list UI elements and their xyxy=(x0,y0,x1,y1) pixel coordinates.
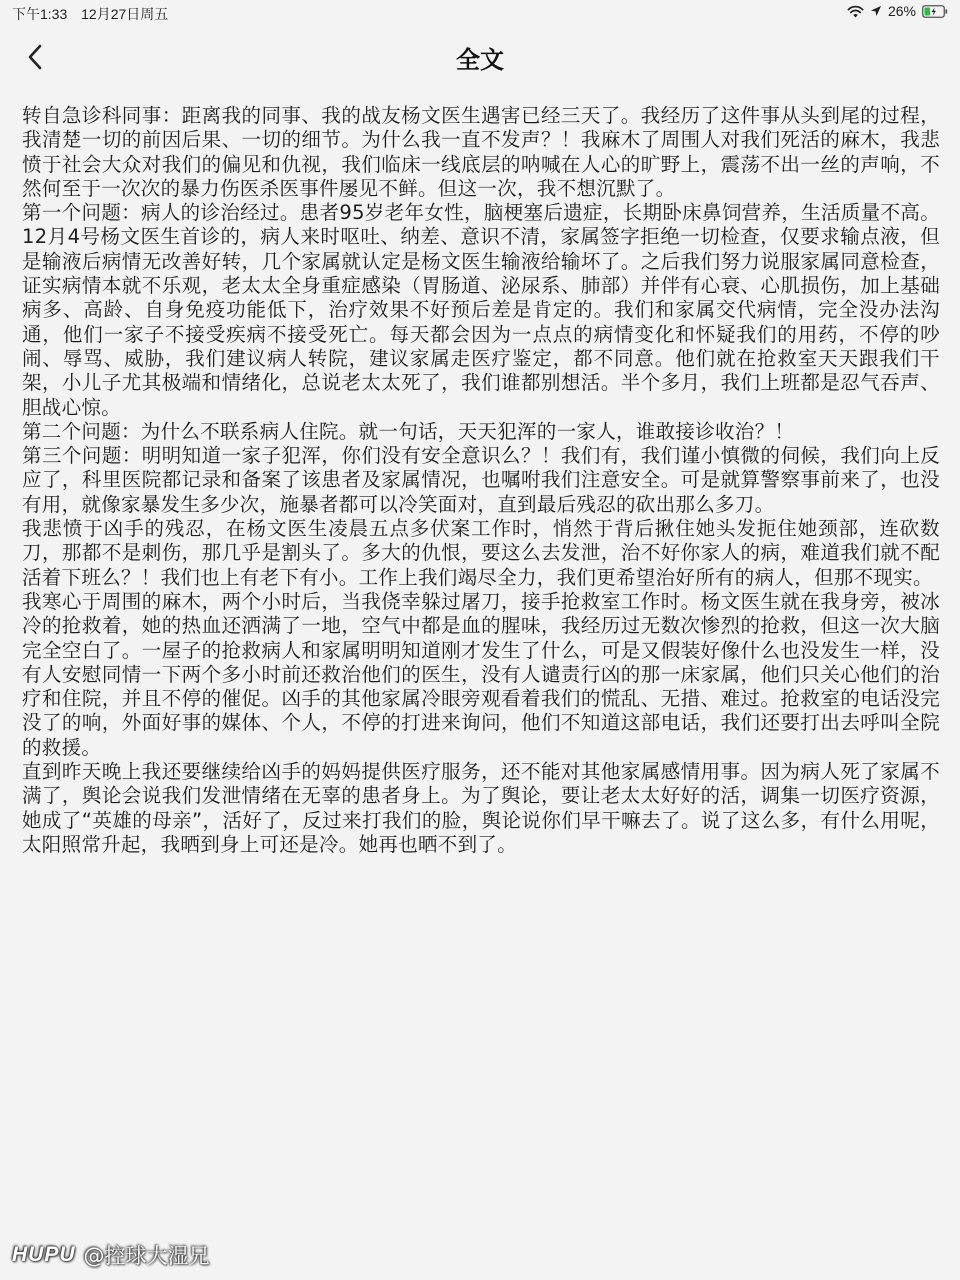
paragraph: 第三个问题：明明知道一家子犯浑，你们没有安全意识么？！我们有，我们谨小慎微的伺候，我们向上反应了，科里医院都记录和备案了该患者及家属情况，也嘱咐我们注意安全。可是就算警察事前来了，也没有用，就像家暴发生多少次，施暴者都可以冷笑面对，直到最后残忍的砍出那么多刀。 xyxy=(22,444,940,516)
status-right xyxy=(847,3,948,19)
paragraph: 我寒心于周围的麻木，两个小时后，当我侥幸躲过屠刀，接手抢救室工作时。杨文医生就在我身旁，被冰冷的抢救着，她的热血还洒满了一地，空气中都是血的腥味，我经历过无数次惨烈的抢救，但这一次大脑完全空白了。一屋子的抢救病人和家属明明知道刚才发生了什么，可是又假装好像什么也没发生一样，没有人安慰同情一下两个多小时前还救治他们的医生，没有人谴责行凶的那一床家属，他们只关心他们的治疗和住院，并且不停的催促。凶手的其他家属冷眼旁观看着我们的慌乱、无措、难过。抢救室的电话没完没了的响，外面好事的媒体、个人，不停的打进来询问，他们不知道这部电话，我们还要打出去呼叫全院的救援。 xyxy=(22,589,940,759)
paragraph: 我悲愤于凶手的残忍，在杨文医生凌晨五点多伏案工作时，悄然于背后揪住她头发扼住她颈部，连砍数刀，那都不是刺伤，那几乎是割头了。多大的仇恨，要这么去发泄，治不好你家人的病，难道我们就不配活着下班么？！我们也上有老下有小。工作上我们竭尽全力，我们更希望治好所有的病人，但那不现实。 xyxy=(22,517,940,589)
battery-percent: 26% xyxy=(887,3,916,19)
article-body xyxy=(22,104,940,857)
location-icon xyxy=(870,5,882,17)
paragraph: 转自急诊科同事：距离我的同事、我的战友杨文医生遇害已经三天了。我经历了这件事从头到尾的过程，我清楚一切的前因后果、一切的细节。为什么我一直不发声？！我麻木了周围人对我们死活的麻木，我悲愤于社会大众对我们的偏见和仇视，我们临床一线底层的呐喊在人心的旷野上，震荡不出一丝的声响，不然何至于一次次的暴力伤医杀医事件屡见不鲜。但这一次，我不想沉默了。 xyxy=(22,104,940,200)
paragraph: 直到昨天晚上我还要继续给凶手的妈妈提供医疗服务，还不能对其他家属感情用事。因为病人死了家属不满了，舆论会说我们发泄情绪在无辜的患者身上。为了舆论，要让老太太好好的活，调集一切医疗资源，她成了“英雄的母亲”，活好了，反过来打我们的脸，舆论说你们早干嘛去了。说了这么多，有什么用呢，太阳照常升起，我晒到身上可还是冷。她再也晒不到了。 xyxy=(22,760,940,856)
watermark-handle: @控球大湿兄 xyxy=(83,1244,210,1268)
battery-charging-icon xyxy=(922,5,948,18)
nav-bar xyxy=(0,26,960,88)
paragraph: 第二个问题：为什么不联系病人住院。就一句话，天天犯浑的一家人，谁敢接诊收治？！ xyxy=(22,419,795,443)
status-time: 下午1:33 xyxy=(12,6,68,22)
paragraph: 第一个问题：病人的诊治经过。患者95岁老年女性，脑梗塞后遗症，长期卧床鼻饲营养，生活质量不高。12月4号杨文医生首诊的，病人来时呕吐、纳差、意识不清，家属签字拒绝一切检查，仅要求输点液，但是输液后病情无改善好转，几个家属就认定是杨文医生输液给输坏了。之后我们努力说服家属同意检查，证实病情本就不乐观，老太太全身重症感染（胃肠道、泌尿系、肺部）并伴有心衰、心肌损伤，加上基础病多、高龄、自身免疫功能低下，治疗效果不好预后差是肯定的。我们和家属交代病情，完全没办法沟通，他们一家子不接受疾病不接受死亡。每天都会因为一点点的病情变化和怀疑我们的用药，不停的吵闹、辱骂、威胁，我们建议病人转院，建议家属走医疗鉴定，都不同意。他们就在抢救室天天跟我们干架，小儿子尤其极端和情绪化，总说老太太死了，我们谁都别想活。半个多月，我们上班都是忍气吞声、胆战心惊。 xyxy=(22,201,940,419)
status-bar xyxy=(0,0,960,26)
status-left xyxy=(12,4,178,24)
page-title: 全文 xyxy=(456,46,504,74)
status-date: 12月27日周五 xyxy=(81,6,169,22)
watermark xyxy=(12,1240,210,1270)
hupu-logo: HUPU xyxy=(12,1243,76,1266)
wifi-icon xyxy=(847,5,864,18)
